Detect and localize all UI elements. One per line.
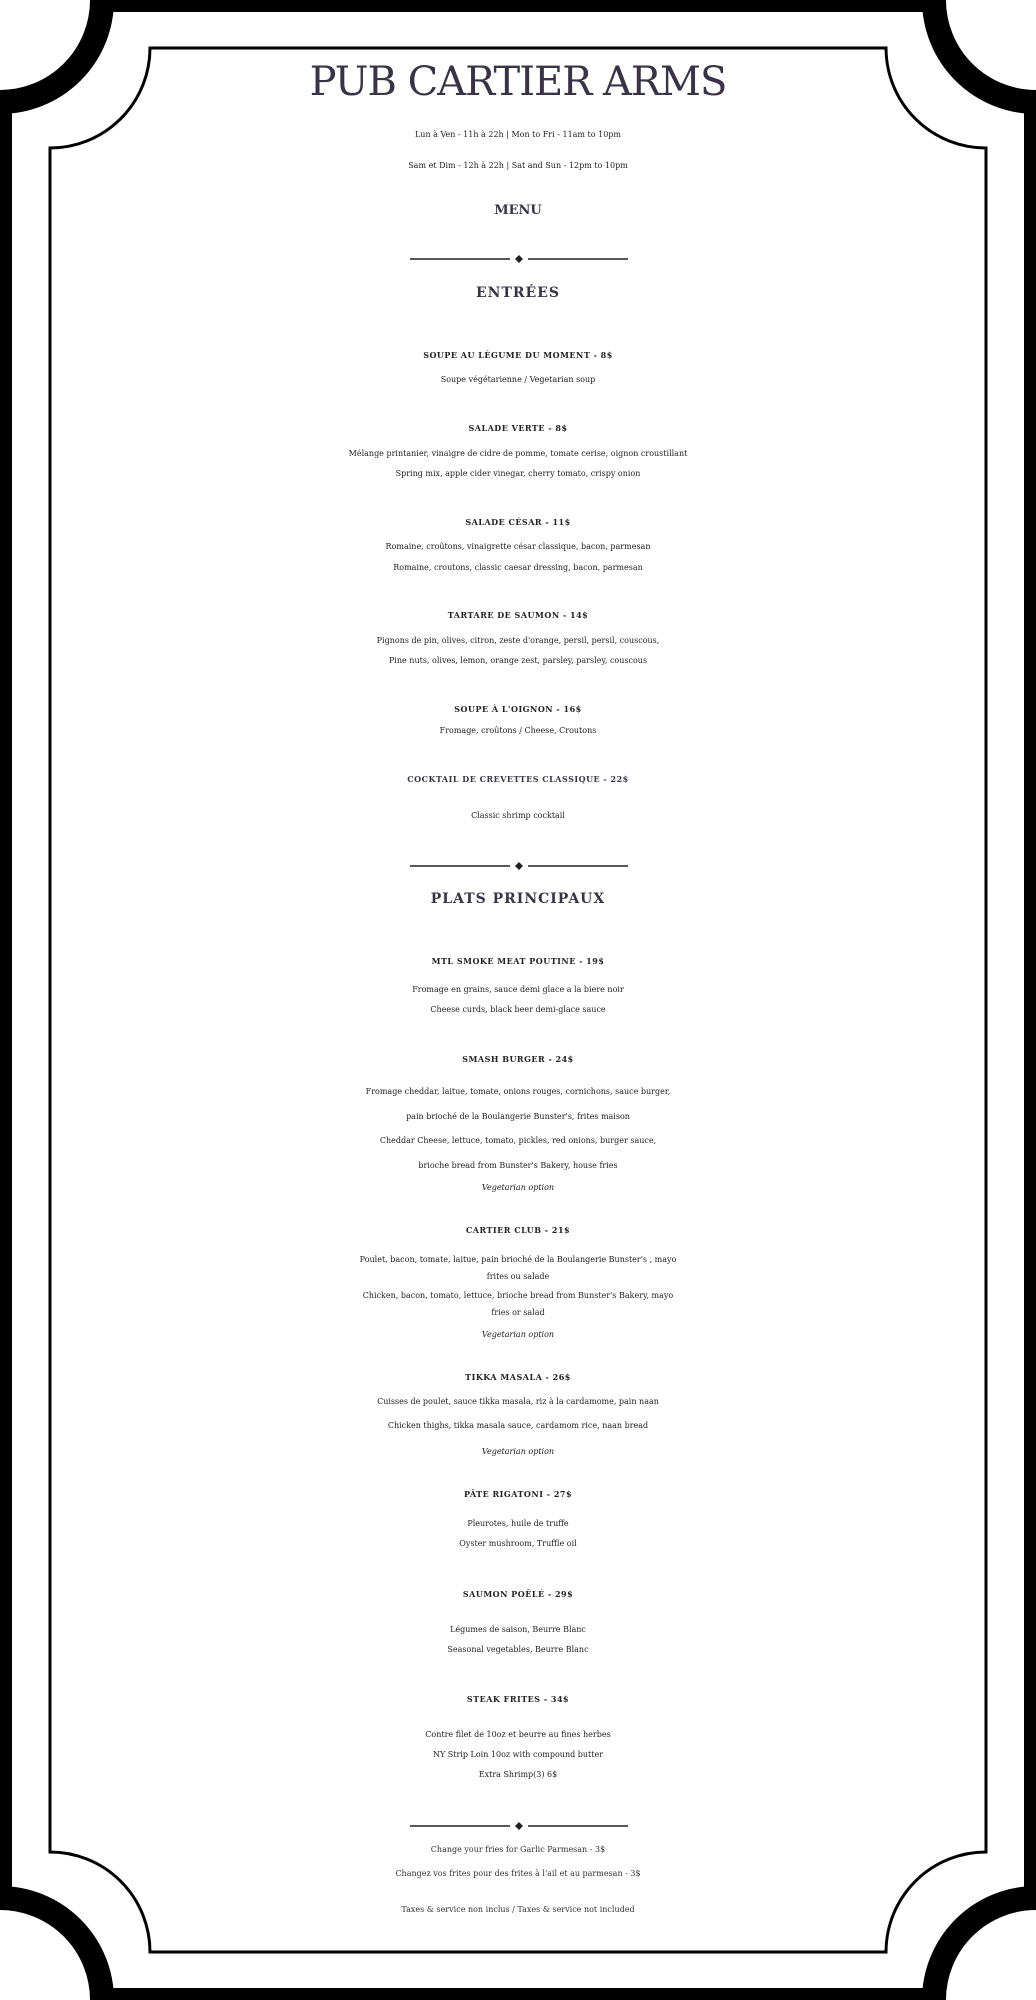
ornament-divider bbox=[410, 254, 628, 264]
menu-item-name: MTL SMOKE MEAT POUTINE - 19$ bbox=[431, 956, 605, 966]
menu-item-name: TIKKA MASALA - 26$ bbox=[465, 1372, 571, 1382]
menu-item-description: Spring mix, apple cider vinegar, cherry tomato, crispy onion bbox=[395, 469, 641, 478]
section-heading-mains: PLATS PRINCIPAUX bbox=[430, 891, 606, 907]
restaurant-title: PUB CARTIER ARMS bbox=[309, 59, 727, 105]
menu-item-description: Pleurotes, huile de truffe bbox=[467, 1519, 569, 1528]
menu-item-description: Pignons de pin, olives, citron, zeste d'orange, persil, persil, couscous, bbox=[376, 636, 660, 645]
menu-item-name: SALADE VERTE - 8$ bbox=[468, 423, 568, 433]
menu-item-description: Mélange printanier, vinaigre de cidre de pomme, tomate cerise, oignon croustillant bbox=[348, 449, 688, 458]
menu-item-description: Soupe végétarienne / Vegetarian soup bbox=[440, 375, 596, 384]
menu-item-name: STEAK FRITES - 34$ bbox=[466, 1694, 570, 1704]
menu-item-description: brioche bread from Bunster's Bakery, house fries bbox=[418, 1161, 618, 1170]
menu-item-description: Cheddar Cheese, lettuce, tomato, pickles, red onions, burger sauce, bbox=[379, 1136, 657, 1145]
menu-item-description: Seasonal vegetables, Beurre Blanc bbox=[447, 1645, 589, 1654]
menu-item-description: Légumes de saison, Beurre Blanc bbox=[450, 1625, 586, 1634]
menu-item-description: Oyster mushroom, Truffle oil bbox=[459, 1539, 577, 1548]
menu-item-description: Pine nuts, olives, lemon, orange zest, parsley, parsley, couscous bbox=[388, 656, 648, 665]
menu-item-name: COCKTAIL DE CREVETTES CLASSIQUE - 22$ bbox=[407, 774, 629, 784]
menu-item-description: Romaine, croûtons, vinaigrette césar classique, bacon, parmesan bbox=[385, 542, 651, 551]
menu-item-description: frites ou salade bbox=[486, 1272, 550, 1281]
menu-item-name: TARTARE DE SAUMON - 14$ bbox=[447, 610, 589, 620]
menu-heading: MENU bbox=[494, 203, 542, 218]
vegetarian-option-note: Vegetarian option bbox=[481, 1183, 555, 1192]
menu-item-description: Cheese curds, black beer demi-glace sauce bbox=[430, 1005, 606, 1014]
menu-item-name: SMASH BURGER - 24$ bbox=[462, 1054, 574, 1064]
menu-item-name: SAUMON POÊLÉ - 29$ bbox=[462, 1589, 574, 1599]
menu-item-name: SALADE CÉSAR - 11$ bbox=[465, 517, 571, 527]
menu-item-description: Extra Shrimp(3) 6$ bbox=[478, 1770, 558, 1779]
menu-item-description: fries or salad bbox=[491, 1308, 545, 1317]
section-heading-entrees: ENTRÉES bbox=[476, 285, 560, 301]
hours-weekday: Lun à Ven - 11h à 22h | Mon to Fri - 11am to 10pm bbox=[414, 130, 622, 139]
menu-item-description: NY Strip Loin 10oz with compound butter bbox=[432, 1750, 604, 1759]
taxes-note: Taxes & service non inclus / Taxes & service not included bbox=[401, 1905, 635, 1914]
menu-item-description: Contre filet de 10oz et beurre au fines herbes bbox=[425, 1730, 611, 1739]
menu-item-description: Chicken thighs, tikka masala sauce, cardamom rice, naan bread bbox=[387, 1421, 649, 1430]
fries-upgrade-fr: Changez vos frites pour des frites à l'ail et au parmesan - 3$ bbox=[395, 1869, 641, 1878]
menu-item-description: Poulet, bacon, tomate, laitue, pain brioché de la Boulangerie Bunster's , mayo bbox=[359, 1255, 677, 1264]
fries-upgrade-en: Change your fries for Garlic Parmesan - 3$ bbox=[430, 1845, 606, 1854]
menu-item-description: Fromage, croûtons / Cheese, Croutons bbox=[439, 726, 597, 735]
menu-item-description: Cuisses de poulet, sauce tikka masala, riz à la cardamome, pain naan bbox=[377, 1397, 659, 1406]
vegetarian-option-note: Vegetarian option bbox=[481, 1330, 555, 1339]
menu-item-description: Romaine, croutons, classic caesar dressing, bacon, parmesan bbox=[393, 563, 643, 572]
menu-item-name: CARTIER CLUB - 21$ bbox=[465, 1225, 571, 1235]
ornament-divider bbox=[410, 861, 628, 871]
ornament-divider bbox=[410, 1821, 628, 1831]
hours-weekend: Sam et Dim - 12h à 22h | Sat and Sun - 12pm to 10pm bbox=[408, 161, 628, 170]
menu-item-description: Fromage cheddar, laitue, tomate, onions rouges, cornichons, sauce burger, bbox=[365, 1087, 671, 1096]
menu-item-description: pain brioché de la Boulangerie Bunster's, frites maison bbox=[406, 1112, 630, 1121]
menu-item-description: Chicken, bacon, tomato, lettuce, brioche bread from Bunster's Bakery, mayo bbox=[362, 1291, 674, 1300]
menu-item-description: Classic shrimp cocktail bbox=[471, 811, 565, 820]
menu-item-description: Fromage en grains, sauce demi glace a la biere noir bbox=[412, 985, 624, 994]
vegetarian-option-note: Vegetarian option bbox=[481, 1447, 555, 1456]
menu-item-name: SOUPE AU LÉGUME DU MOMENT - 8$ bbox=[423, 350, 613, 360]
menu-item-name: PÂTE RIGATONI - 27$ bbox=[463, 1489, 573, 1499]
menu-item-name: SOUPE À L'OIGNON - 16$ bbox=[454, 704, 582, 714]
